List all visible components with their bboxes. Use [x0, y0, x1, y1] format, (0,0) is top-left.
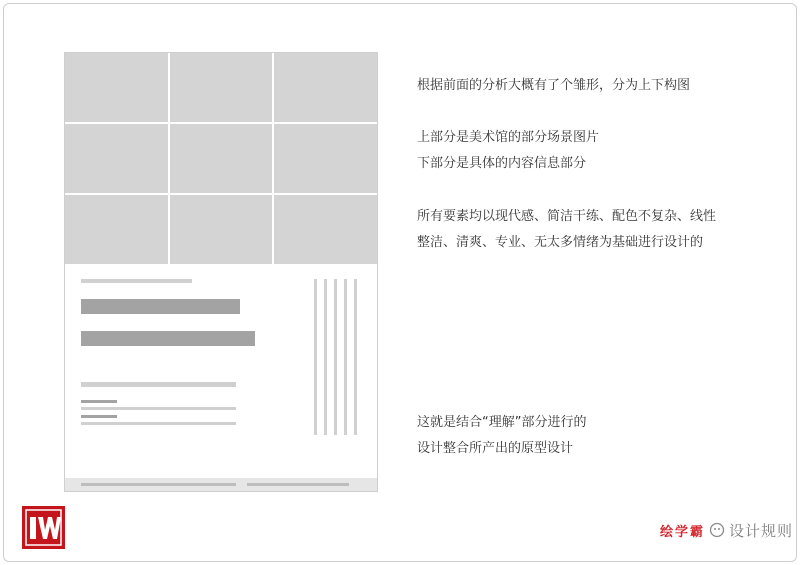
placeholder-label-bar [81, 279, 192, 283]
image-tile [274, 53, 377, 122]
image-tile [170, 124, 273, 193]
placeholder-short-bar [81, 415, 117, 418]
image-tile [170, 195, 273, 264]
wechat-icon [709, 522, 725, 538]
placeholder-vertical-line [324, 279, 327, 435]
desc-line-5: 整洁、清爽、专业、无太多情绪为基础进行设计的 [417, 235, 704, 250]
placeholder-vertical-line [354, 279, 357, 435]
image-tile [274, 124, 377, 193]
desc-line-3: 下部分是具体的内容信息部分 [417, 156, 587, 171]
image-tile [65, 195, 168, 264]
placeholder-short-bar [81, 400, 117, 403]
desc-line-6: 这就是结合“理解”部分进行的 [417, 415, 587, 430]
brand-logo-icon [22, 506, 65, 549]
placeholder-text-line [81, 407, 236, 410]
desc-line-2: 上部分是美术馆的部分场景图片 [417, 130, 600, 145]
placeholder-text-line [81, 422, 236, 425]
placeholder-title-bar [81, 299, 240, 314]
image-tile [274, 195, 377, 264]
placeholder-heading-bar [81, 382, 236, 387]
desc-line-4: 所有要素均以现代感、简洁干练、配色不复杂、线性 [417, 209, 717, 224]
placeholder-vertical-line [344, 279, 347, 435]
watermark-brand: 绘学霸 [660, 524, 706, 540]
footer-line [81, 483, 236, 486]
prototype-wireframe [64, 52, 378, 492]
watermark-account: 设计规则 [729, 521, 794, 540]
watermark [660, 520, 793, 540]
image-tile [65, 53, 168, 122]
image-tile [65, 124, 168, 193]
placeholder-vertical-line [334, 279, 337, 435]
placeholder-vertical-line [314, 279, 317, 435]
placeholder-subtitle-bar [81, 331, 255, 346]
desc-line-1: 根据前面的分析大概有了个雏形，分为上下构图 [417, 78, 691, 93]
image-grid [65, 53, 377, 264]
placeholder-footer [65, 478, 377, 491]
footer-line [247, 483, 349, 486]
image-tile [170, 53, 273, 122]
desc-line-7: 设计整合所产出的原型设计 [417, 441, 574, 456]
